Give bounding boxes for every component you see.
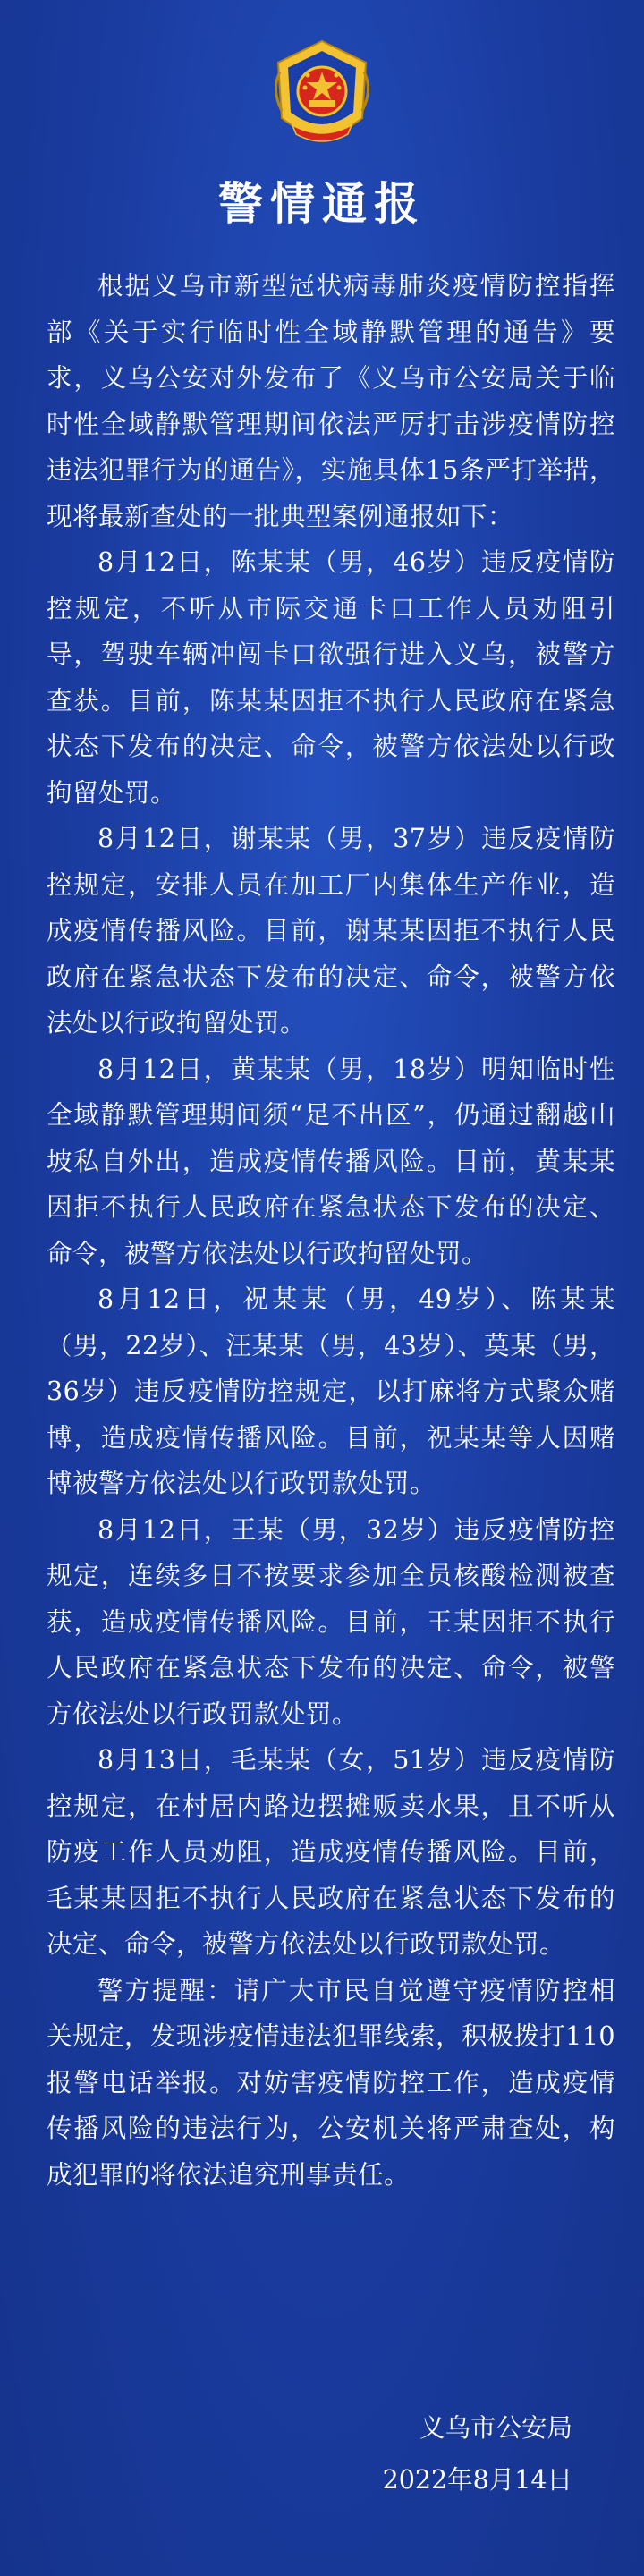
paragraph-intro: 根据义乌市新型冠状病毒肺炎疫情防控指挥部《关于实行临时性全域静默管理的通告》要求，义乌公安对外发布了《义乌市公安局关于临时性全域静默管理期间依法严厉打击涉疫情防控违法犯罪行为的通告》，实施具体15条严打举措，现将最新查处的一批典型案例通报如下：: [47, 271, 615, 531]
paragraph-warning: 警方提醒：请广大市民自觉遵守疫情防控相关规定，发现涉疫情违法犯罪线索，积极拨打110报警电话举报。对妨害疫情防控工作，造成疫情传播风险的违法行为，公安机关将严肃查处，构成犯罪的将依法追究刑事责任。: [47, 1975, 615, 2190]
page-title: 警情通报: [218, 178, 426, 230]
paragraph-case-4: 8月12日，祝某某（男，49岁）、陈某某（男，22岁）、汪某某（男，43岁）、莫某（男，36岁）违反疫情防控规定，以打麻将方式聚众赌博，造成疫情传播风险。目前，祝某某等人因赌博被警方依法处以行政罚款处罚。: [47, 1284, 615, 1498]
paragraph-case-5: 8月12日，王某（男，32岁）违反疫情防控规定，连续多日不按要求参加全员核酸检测被查获，造成疫情传播风险。目前，王某因拒不执行人民政府在紧急状态下发布的决定、命令，被警方依法处以行政罚款处罚。: [47, 1514, 615, 1729]
signature-block: [286, 2402, 572, 2506]
issuer-name: 义乌市公安局: [419, 2413, 572, 2443]
paragraph-case-6: 8月13日，毛某某（女，51岁）违反疫情防控规定，在村居内路边摆摊贩卖水果，且不听从防疫工作人员劝阻，造成疫情传播风险。目前，毛某某因拒不执行人民政府在紧急状态下发布的决定、命令，被警方依法处以行政罚款处罚。: [47, 1745, 615, 1959]
paragraph-case-1: 8月12日，陈某某（男，46岁）违反疫情防控规定，不听从市际交通卡口工作人员劝阻引导，驾驶车辆冲闯卡口欲强行进入义乌，被警方查获。目前，陈某某因拒不执行人民政府在紧急状态下发布的决定、命令，被警方依法处以行政拘留处罚。: [47, 547, 615, 808]
paragraph-case-3: 8月12日，黄某某（男，18岁）明知临时性全域静默管理期间须“足不出区”，仍通过翻越山坡私自外出，造成疫情传播风险。目前，黄某某因拒不执行人民政府在紧急状态下发布的决定、命令，被警方依法处以行政拘留处罚。: [47, 1054, 615, 1268]
paragraph-case-2: 8月12日，谢某某（男，37岁）违反疫情防控规定，安排人员在加工厂内集体生产作业，造成疫情传播风险。目前，谢某某因拒不执行人民政府在紧急状态下发布的决定、命令，被警方依法处以行政拘留处罚。: [47, 824, 615, 1038]
notice-body: [47, 263, 615, 2198]
issue-date: 2022年8月14日: [382, 2465, 572, 2495]
police-badge-icon: [266, 36, 378, 154]
